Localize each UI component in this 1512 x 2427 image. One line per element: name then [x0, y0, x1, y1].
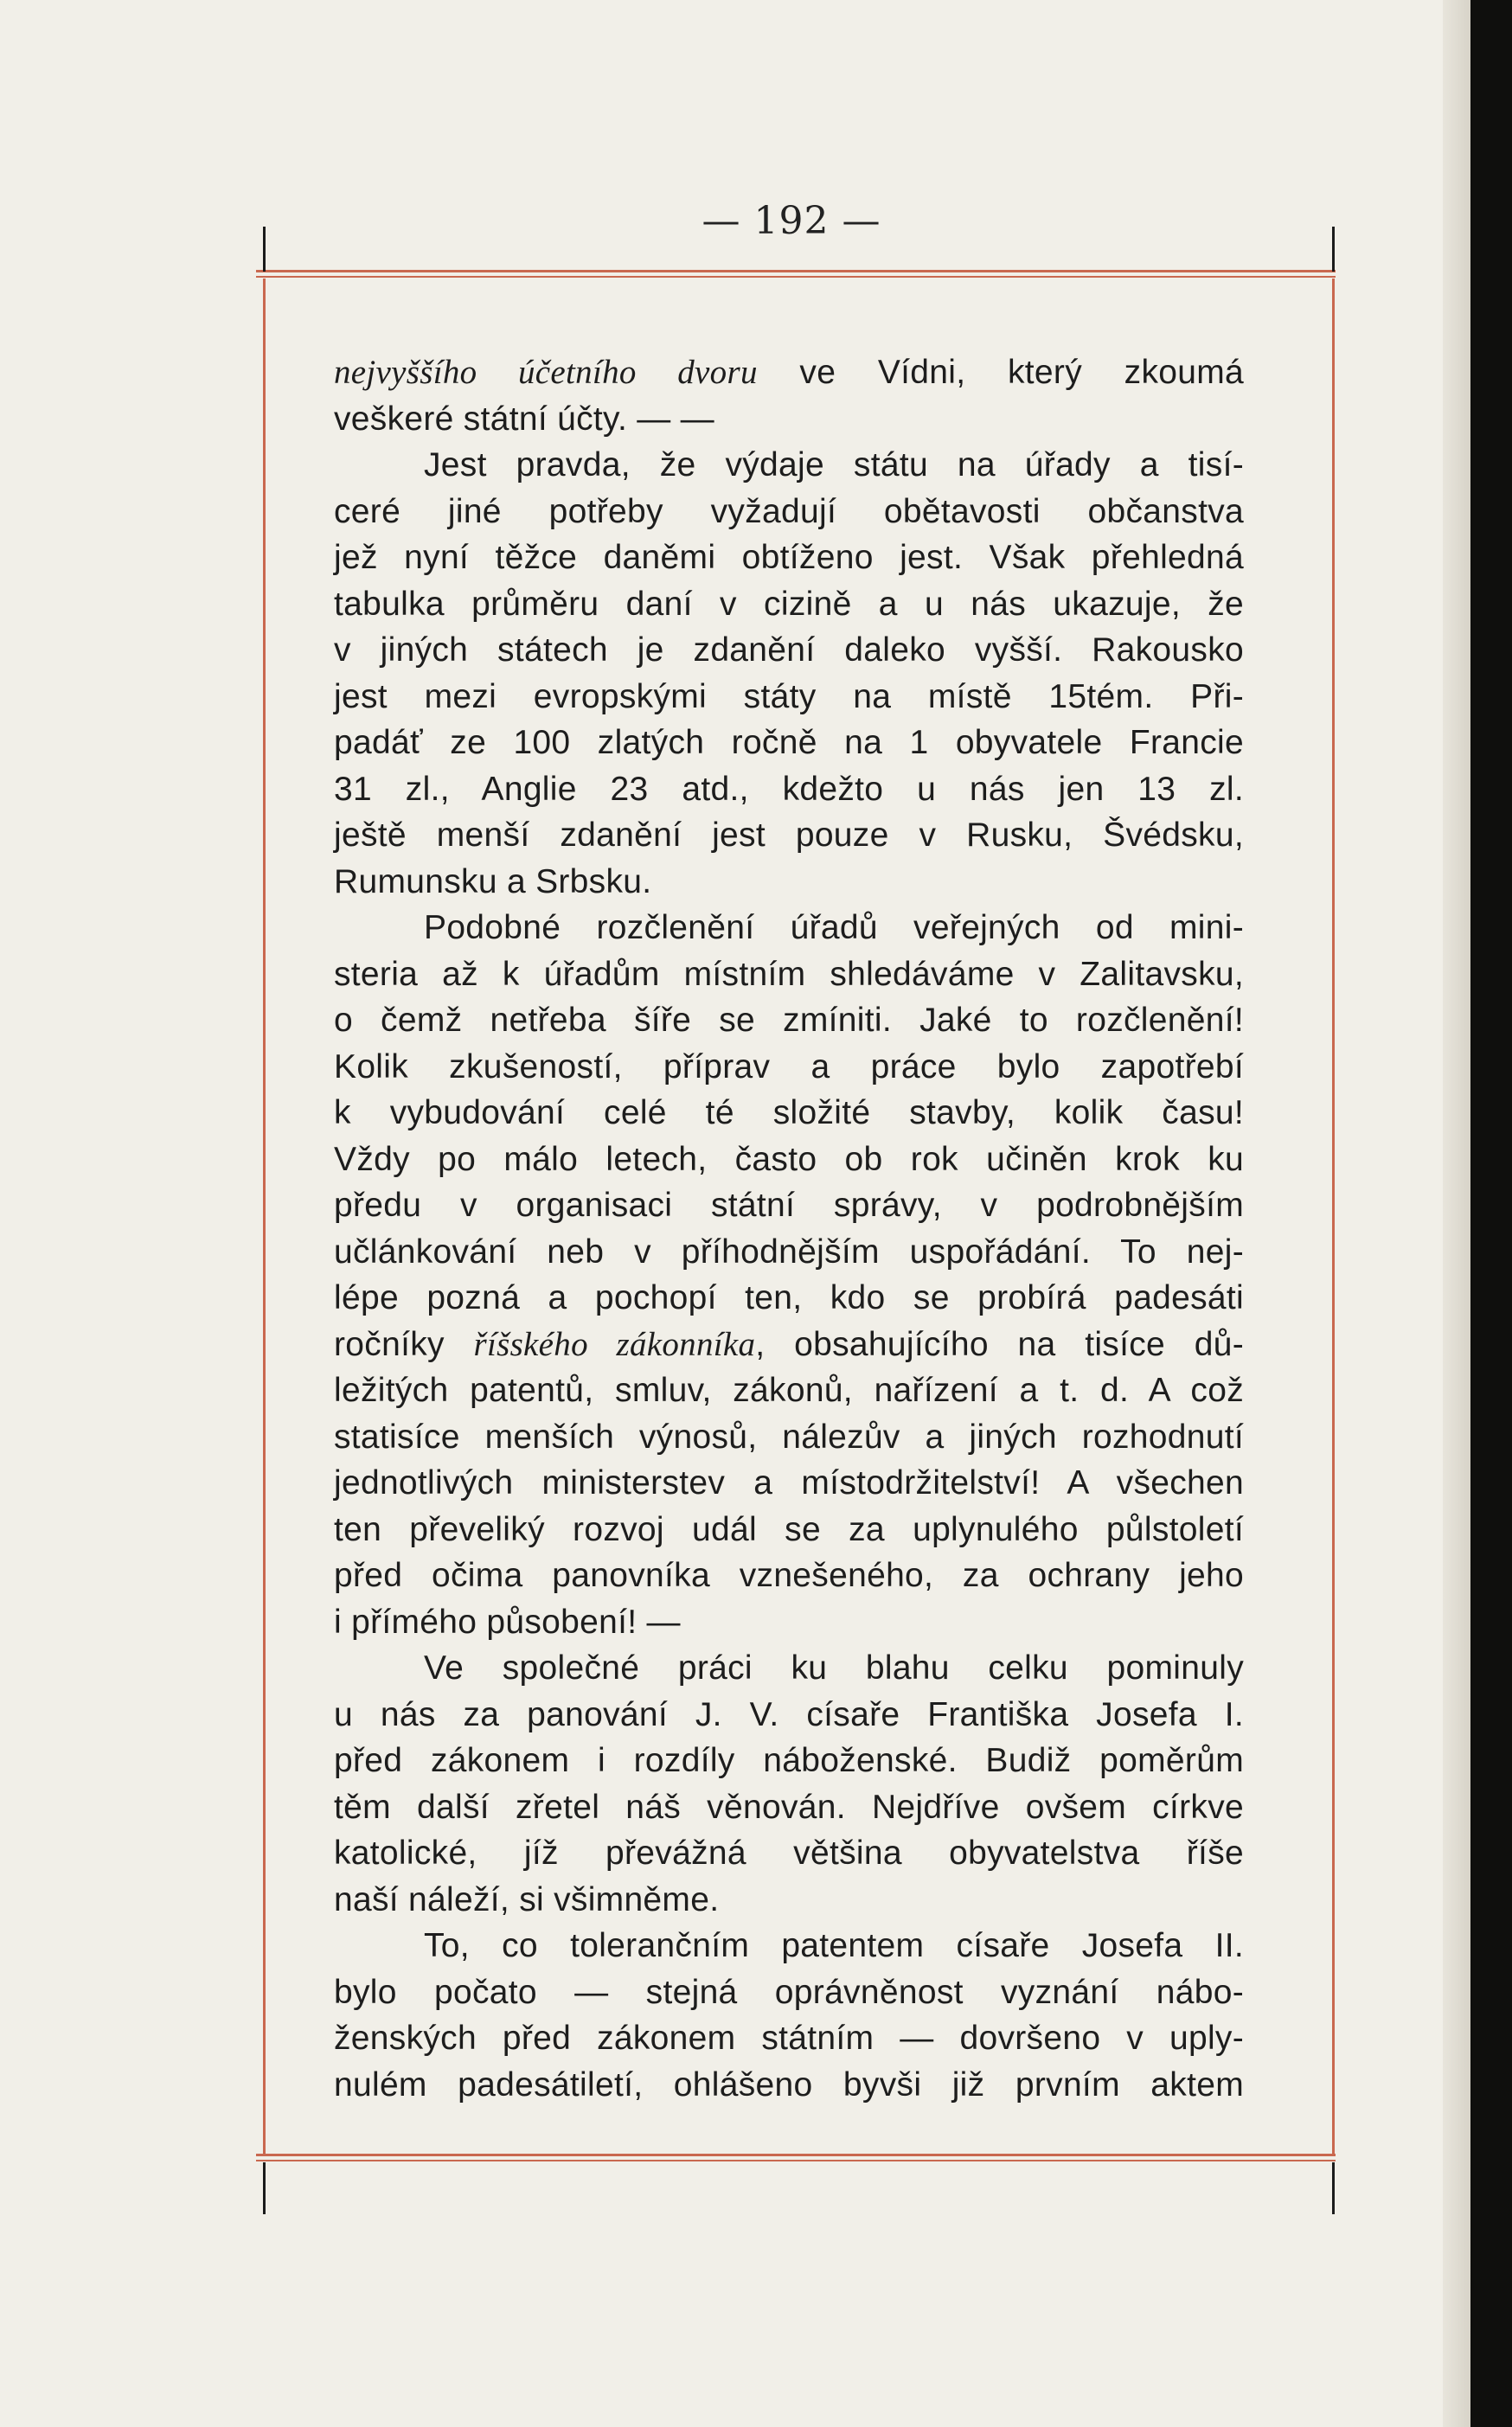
text-line: Kolik zkušeností, příprav a práce bylo zapotřebí	[334, 1047, 1244, 1085]
text-line: o čemž netřeba šíře se zmíniti. Jaké to rozčlenění!	[334, 1002, 1244, 1039]
page-number: — 192 —	[702, 199, 881, 243]
text-line: před očima panovníka vznešeného, za ochrany jeho	[334, 1557, 1244, 1594]
text-line: ještě menší zdanění jest pouze v Rusku, Švédsku,	[334, 816, 1244, 854]
body-text	[334, 349, 1244, 2108]
text-line: u nás za panování J. V. císaře Františka Josefa I.	[334, 1695, 1244, 1733]
text-line: nulém padesátiletí, ohlášeno byvši již prvním aktem	[334, 2065, 1244, 2104]
text-line: ženských před zákonem státním — dovršeno v uply-	[334, 2020, 1244, 2057]
text-line: jest mezi evropskými státy na místě 15tém. Při-	[334, 677, 1244, 715]
text-line: i přímého působení! —	[334, 1603, 681, 1641]
text-line: Ve společné práci ku blahu celku pominuly	[424, 1649, 1244, 1687]
text-line: padáť ze 100 zlatých ročně na 1 obyvatele Francie	[334, 724, 1244, 761]
text-line: ležitých patentů, smluv, zákonů, nařízení a t. d. A což	[334, 1372, 1244, 1409]
text-line: statisíce menších výnosů, nálezův a jiných rozhodnutí	[334, 1418, 1244, 1456]
text-line: Vždy po málo letech, často ob rok učiněn krok ku	[334, 1140, 1244, 1178]
left-frame-line	[263, 279, 266, 2154]
left-tick-bottom	[263, 2162, 266, 2214]
text-line: bylo počato — stejná oprávněnost vyznání nábo-	[334, 1973, 1244, 2011]
text-line: To, co tolerančním patentem císaře Josefa II.	[424, 1927, 1244, 1964]
text-line: před zákonem i rozdíly náboženské. Budiž poměrům	[334, 1742, 1244, 1779]
text-line: 31 zl., Anglie 23 atd., kdežto u nás jen 13 zl.	[334, 770, 1244, 808]
bottom-rule	[256, 2154, 1336, 2156]
text-line: tabulka průměru daní v cizině a u nás ukazuje, že	[334, 585, 1244, 623]
top-rule-inner	[256, 276, 1336, 278]
text-line: Podobné rozčlenění úřadů veřejných od mini-	[424, 909, 1244, 946]
text-line: ten převeliký rozvoj udál se za uplynulého půlstoletí	[334, 1510, 1244, 1548]
text-line: lépe pozná a pochopí ten, kdo se probírá padesáti	[334, 1279, 1244, 1316]
text-line: nejvyššího účetního dvoru ve Vídni, který zkoumá	[334, 354, 1245, 391]
text-line: ročníky říšského zákonníka, obsahujícího na tisíce dů-	[334, 1325, 1244, 1363]
right-tick-bottom	[1332, 2162, 1335, 2214]
text-line: veškeré státní účty. — —	[334, 400, 714, 438]
text-line: Rumunsku a Srbsku.	[334, 862, 652, 900]
text-line: naší náleží, si všimněme.	[334, 1880, 720, 1918]
text-line: předu v organisaci státní správy, v podrobnějším	[334, 1187, 1244, 1224]
text-line: ceré jiné potřeby vyžadují obětavosti občanstva	[334, 492, 1244, 530]
text-line: učlánkování neb v příhodnějším uspořádání. To nej-	[334, 1233, 1244, 1271]
text-line: v jiných státech je zdanění daleko vyšší. Rakousko	[334, 631, 1244, 669]
text-line: k vybudování celé té složité stavby, kolik času!	[334, 1094, 1244, 1131]
bottom-rule-inner	[256, 2160, 1336, 2161]
text-line: těm další zřetel náš věnován. Nejdříve ovšem církve	[334, 1788, 1244, 1826]
right-frame-line	[1332, 279, 1335, 2154]
text-line: steria až k úřadům místním shledáváme v Zalitavsku,	[334, 955, 1244, 993]
top-rule	[256, 270, 1336, 272]
text-line: jež nyní těžce daněmi obtíženo jest. Však přehledná	[334, 539, 1244, 576]
text-line: Jest pravda, že výdaje státu na úřady a tisí-	[424, 446, 1244, 483]
page-fold-edge	[1443, 0, 1470, 2427]
text-line: jednotlivých ministerstev a místodržitelství! A všechen	[334, 1464, 1244, 1502]
text-line: katolické, jíž převážná většina obyvatelstva říše	[334, 1835, 1244, 1872]
